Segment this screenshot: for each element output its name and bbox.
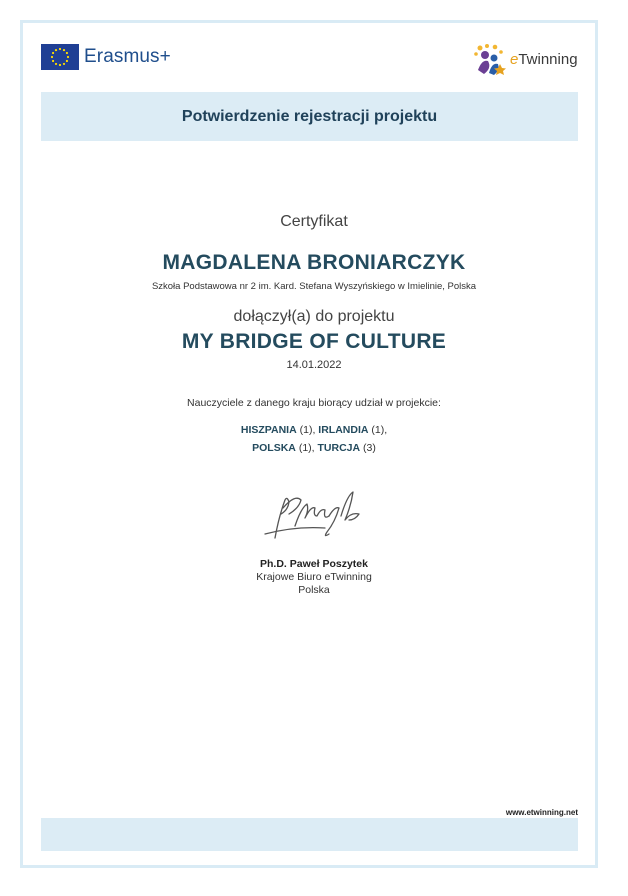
eu-star [55,49,57,51]
erasmus-logo [41,43,171,71]
country-count: (1), [296,424,319,436]
signature-image [255,486,375,546]
eu-star [59,64,61,66]
eu-star [51,56,53,58]
erasmus-label: Erasmus+ [84,46,171,67]
recipient-name: MAGDALENA BRONIARCZYK [162,251,466,274]
eu-star [52,52,54,54]
signer-organization: Krajowe Biuro eTwinning [256,571,372,583]
eu-star [67,56,69,58]
certificate-date: 14.01.2022 [286,359,342,371]
title-bar [41,92,578,141]
page-title: Potwierdzenie rejestracji projektu [181,107,438,125]
eu-star [63,49,65,51]
country-name: POLSKA [252,442,296,454]
eu-star [66,60,68,62]
eu-star [55,63,57,65]
certificate-heading: Certyfikat [280,213,348,230]
signer-name: Ph.D. Paweł Poszytek [260,558,368,570]
eu-star [52,60,54,62]
countries-line-1 [0,424,628,436]
country-name: IRLANDIA [318,424,369,436]
eu-star [63,63,65,65]
signer-country: Polska [298,584,330,596]
etwinning-wordmark [510,51,578,68]
etwinning-logo-icon [470,42,508,76]
country-name: TURCJA [317,442,361,454]
country-name: HISZPANIA [240,424,297,436]
countries-line-2 [0,442,628,454]
etwinning-rest: Twinning [518,50,578,68]
eu-star [59,48,61,50]
etwinning-logo [470,42,578,76]
country-count: (1), [368,424,388,436]
country-count: (1), [295,442,318,454]
eu-star [66,52,68,54]
footer-bar [41,818,578,851]
website-link[interactable]: www.etwinning.net [505,808,578,817]
school-name: Szkoła Podstawowa nr 2 im. Kard. Stefana Wyszyńskiego w Imielinie, Polska [151,281,477,292]
joined-text: dołączył(a) do projektu [233,308,395,325]
project-name: MY BRIDGE OF CULTURE [181,330,447,353]
etwinning-e: e [510,50,519,68]
eu-flag-icon [41,44,79,70]
teachers-intro: Nauczyciele z danego kraju biorący udział w projekcie: [187,397,441,409]
country-count: (3) [360,442,376,454]
